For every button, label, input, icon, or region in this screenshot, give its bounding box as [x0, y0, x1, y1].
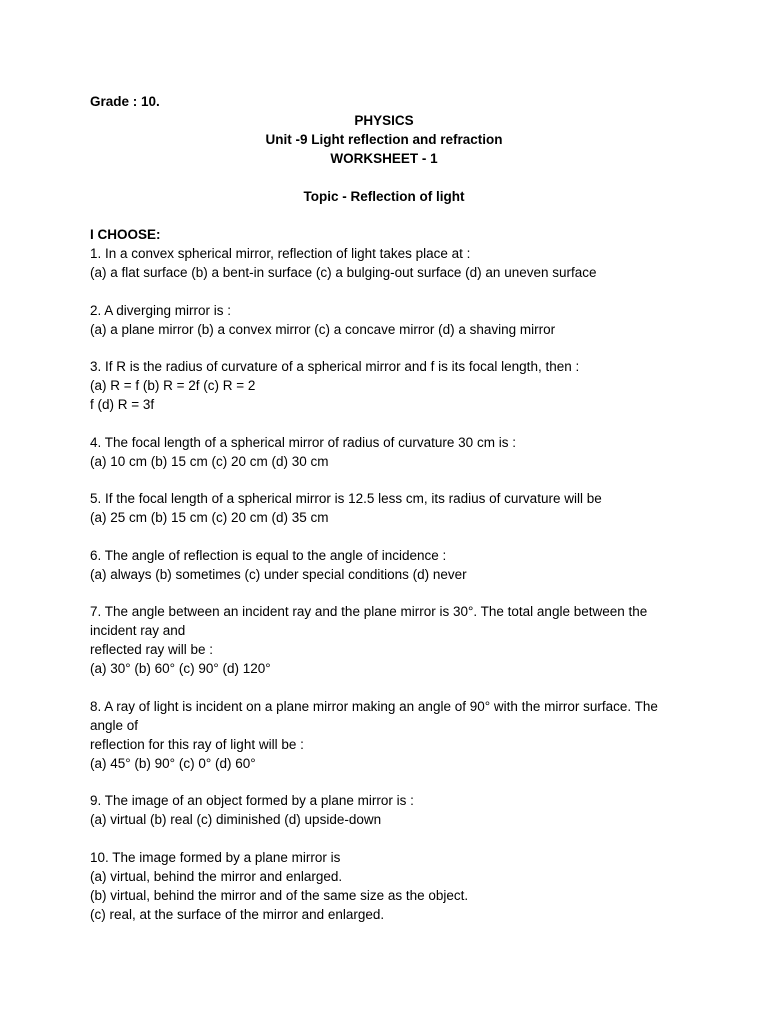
question-line: (a) virtual (b) real (c) diminished (d) upside-down — [90, 812, 382, 827]
question-text: 1. In a convex spherical mirror, reflection of light takes place at : — [90, 246, 471, 261]
question-text: 4. The focal length of a spherical mirror of radius of curvature 30 cm is : — [90, 434, 516, 450]
question-item — [90, 489, 678, 527]
grade-label: Grade : 10. — [90, 94, 160, 109]
spacer — [90, 829, 678, 848]
question-item — [90, 433, 678, 471]
question-line: (a) virtual, behind the mirror and enlarged. — [90, 868, 343, 884]
question-text: 2. A diverging mirror is : — [90, 302, 232, 318]
spacer — [90, 168, 678, 187]
spacer — [90, 584, 678, 603]
question-item — [90, 301, 678, 339]
question-line: (a) R = f (b) R = 2f (c) R = 2 — [90, 378, 256, 393]
question-item — [90, 791, 678, 829]
spacer — [90, 339, 678, 358]
worksheet-title: WORKSHEET - 1 — [330, 151, 438, 166]
question-line: angle of — [90, 717, 139, 733]
question-line: (a) 30° (b) 60° (c) 90° (d) 120° — [90, 661, 271, 676]
subject-title: PHYSICS — [354, 113, 414, 128]
spacer — [90, 471, 678, 490]
question-line: (b) virtual, behind the mirror and of the same size as the object. — [90, 887, 469, 903]
question-text: 3. If R is the radius of curvature of a spherical mirror and f is its focal length, then : — [90, 359, 580, 374]
question-item — [90, 244, 678, 282]
question-text: 8. A ray of light is incident on a plane mirror making an angle of 90° with the mirror surface. The — [90, 698, 658, 714]
spacer — [90, 282, 678, 301]
question-item — [90, 357, 678, 414]
question-item — [90, 848, 678, 924]
question-line: (a) a plane mirror (b) a convex mirror (c) a concave mirror (d) a shaving mirror — [90, 321, 556, 337]
question-text: 5. If the focal length of a spherical mirror is 12.5 less cm, its radius of curvature will be — [90, 491, 602, 506]
question-line: (c) real, at the surface of the mirror and enlarged. — [90, 906, 385, 922]
question-line: (a) 45° (b) 90° (c) 0° (d) 60° — [90, 755, 256, 771]
question-line: (a) 10 cm (b) 15 cm (c) 20 cm (d) 30 cm — [90, 453, 329, 469]
question-text: 9. The image of an object formed by a plane mirror is : — [90, 793, 414, 808]
question-item — [90, 546, 678, 584]
spacer — [90, 773, 678, 792]
question-line: reflected ray will be : — [90, 642, 214, 657]
spacer — [90, 678, 678, 697]
question-item — [90, 602, 678, 678]
question-line: incident ray and — [90, 623, 186, 638]
unit-title: Unit -9 Light reflection and refraction — [265, 132, 503, 147]
question-line: reflection for this ray of light will be : — [90, 736, 304, 752]
question-line: (a) always (b) sometimes (c) under special conditions (d) never — [90, 566, 467, 582]
question-text: 7. The angle between an incident ray and the plane mirror is 30°. The total angle between the — [90, 604, 648, 619]
spacer — [90, 414, 678, 433]
question-line: (a) 25 cm (b) 15 cm (c) 20 cm (d) 35 cm — [90, 510, 329, 525]
question-line: f (d) R = 3f — [90, 397, 155, 412]
spacer — [90, 527, 678, 546]
question-list — [90, 244, 678, 924]
topic-title: Topic - Reflection of light — [303, 189, 465, 204]
spacer — [90, 206, 678, 225]
question-item — [90, 697, 678, 773]
question-text: 10. The image formed by a plane mirror is — [90, 849, 341, 865]
section-title: I CHOOSE: — [90, 227, 161, 242]
question-line: (a) a flat surface (b) a bent-in surface (c) a bulging-out surface (d) an uneven surface — [90, 265, 597, 280]
question-text: 6. The angle of reflection is equal to the angle of incidence : — [90, 547, 447, 563]
